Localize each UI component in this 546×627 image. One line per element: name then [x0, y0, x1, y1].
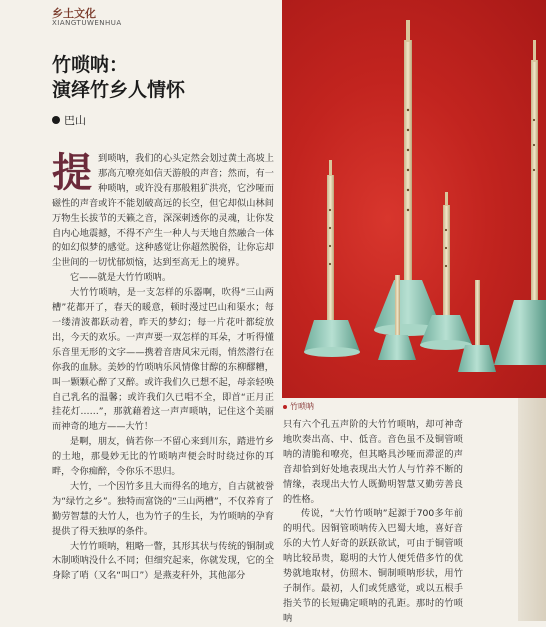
bullet-icon [52, 116, 60, 124]
paragraph-4: 是啊，朋友，倘若你一不留心来到川东，踏进竹乡的土地，那曼妙无比的竹唢呐声便会时时绕过你的耳畔，令你痴醉，令你乐不思归。 [52, 436, 274, 478]
paragraph-1: 提到唢呐，我们的心头定然会划过黄土高坡上那高亢嘹亮如信天游般的声音；然而，有一种唢呐，或许没有那般粗犷洪亮，它沙哑而磁性的声音或许不能划破高远的长空，但它却似山林间万物生长拔节的天籁之音，深深刺透你的灵魂，让你发自内心地震撼，不得不产生一种人与天地自然融合一体的如幻似梦的感觉。这种感觉让你超然脱俗，让你忘却尘世间的一切忧郁烦恼，达到至高无上的境界。 [52, 149, 274, 269]
section-pinyin: XIANGTUWENHUA [52, 19, 122, 27]
article-body-right [283, 418, 463, 627]
paragraph-3: 大竹竹唢呐，是一支怎样的乐器啊，吹得“三山两槽”花都开了，春天的暖意，顿时漫过巴山和渠水；每一缕清波都跃动着，昨天的梦幻；每一片花叶都绽放出，今天的欢乐。一声声要一双怎样的耳朵，才听得懂乐音里无形的文字——携着音唐风宋元雨，悄然潜行在你我的血脉。美妙的竹唢呐乐风情像甘醇的东柳醪糟，叫一颗颗心醉了又醉。或许我们久已想不起，母亲轻唤自己乳名的温馨；或许我们久已唱不全，即首“正月正挂花灯……”，那就藉着这一声声唢呐，记住这个美丽而神奇的地方——大竹！ [52, 287, 274, 433]
page-edge [518, 398, 546, 621]
bullet-icon [283, 405, 287, 409]
drop-cap: 提 [52, 149, 92, 196]
author-byline [52, 112, 86, 128]
paragraph-8: 传说，“大竹竹唢呐”起源于700多年前的明代。因铜管唢呐传入巴蜀大地，喜好音乐的大竹人好奇的跃跃欲试，可由于铜管唢呐比较昂贵，聪明的大竹人便凭借多竹的优势就地取材，仿照木、铜制唢呐形状，用竹子制作。最初，人们或凭感觉，或以五根手指关节的长短确定唢呐的孔距。那时的竹唢呐 [283, 508, 463, 624]
article-title-line2: 演绎竹乡人情怀 [52, 79, 186, 101]
paragraph-6: 大竹竹唢呐，粗略一瞥，其形其状与传统的铜制或木制唢呐没什么不同；但细究起来，你就发现，它的全身除了哨（又名“叫口”）是燕麦秆外，其他部分 [52, 540, 274, 582]
photo-caption: 竹唢呐 [283, 401, 314, 412]
suona-photo [282, 0, 546, 398]
article-title-line1: 竹唢呐： [52, 54, 129, 76]
bamboo-suona-illustration [282, 0, 546, 398]
article-body-left [52, 149, 274, 584]
paragraph-7: 只有六个孔五声阶的大竹竹唢呐，却可神奇地吹奏出高、中、低音。音色虽不及铜管唢呐的清脆和嘹亮，但其略具沙哑而滞涩的声音却恰到好处地表现出大竹人与竹养不断的情缘，表现出大竹人既勤明智慧又勤劳善良的性格。 [283, 419, 463, 505]
section-tag: 乡土文化 [52, 7, 96, 20]
author-name: 巴山 [64, 114, 86, 127]
paragraph-2: 它——就是大竹竹唢呐。 [70, 272, 172, 284]
paragraph-5: 大竹，一个因竹多且大而得名的地方，自古就被誉为“绿竹之乡”。独特而富饶的“三山两槽”，不仅养育了勤劳智慧的大竹人，也为竹子的生长，为竹唢呐的孕育提供了得天独厚的条件。 [52, 480, 274, 537]
